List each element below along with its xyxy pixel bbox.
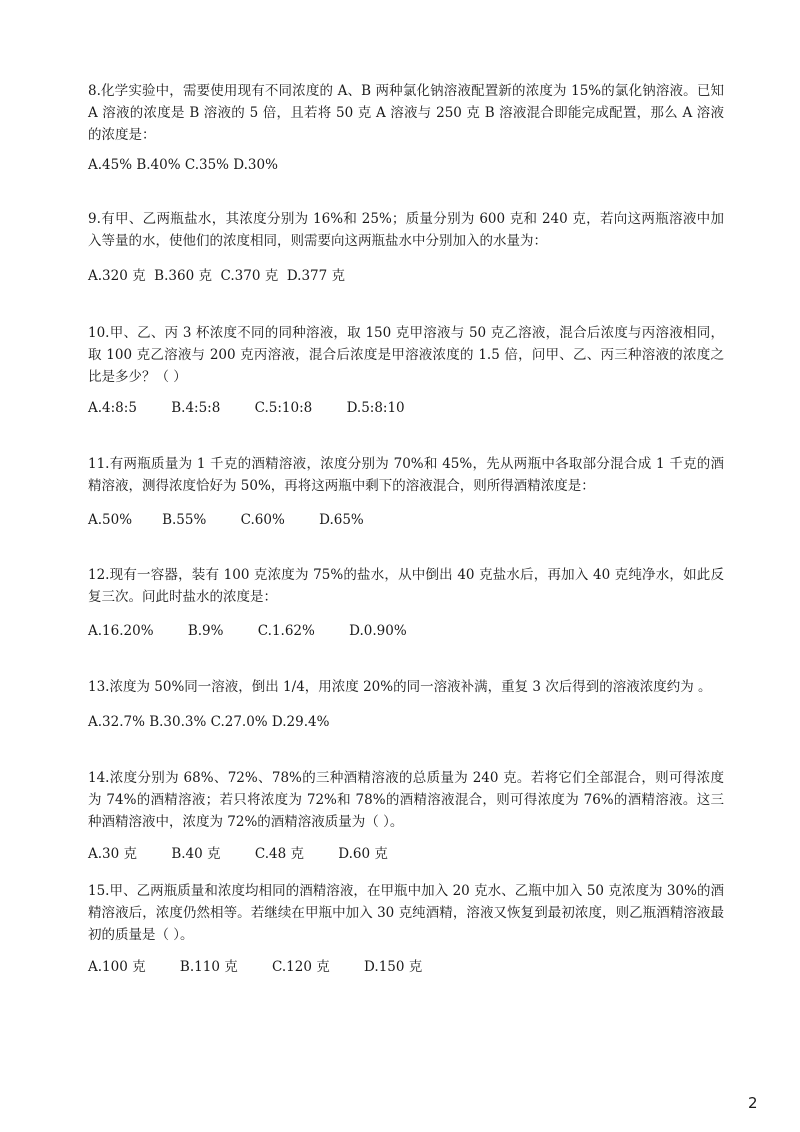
question-15: [88, 880, 724, 946]
question-9-options-row: [88, 266, 724, 286]
page-number: 2: [748, 1094, 758, 1112]
question-12: [88, 564, 724, 608]
question-options: A.100 克 B.110 克 C.120 克 D.150 克: [88, 959, 423, 975]
question-stem: 15.甲、乙两瓶质量和浓度均相同的酒精溶液，在甲瓶中加入 20 克水、乙瓶中加入 50 克浓度为 30%的酒精溶液后，浓度仍然相等。若继续在甲瓶中加入 30 克纯酒精，溶液又恢复到最初浓度，则乙瓶酒精溶液最初的质量是（ ）。: [88, 883, 724, 943]
question-9: [88, 208, 724, 252]
question-10: [88, 322, 724, 388]
question-10-options-row: [88, 398, 724, 418]
question-options: A.50% B.55% C.60% D.65%: [88, 512, 364, 528]
question-8: [88, 80, 724, 146]
question-11: [88, 453, 724, 497]
question-options: A.32.7% B.30.3% C.27.0% D.29.4%: [88, 714, 330, 730]
question-15-options-row: [88, 957, 724, 977]
question-stem: 9.有甲、乙两瓶盐水，其浓度分别为 16%和 25%；质量分别为 600 克和 240 克，若向这两瓶溶液中加入等量的水，使他们的浓度相同，则需要向这两瓶盐水中分别加入的水量为：: [88, 211, 724, 249]
question-stem: 11.有两瓶质量为 1 千克的酒精溶液，浓度分别为 70%和 45%，先从两瓶中各取部分混合成 1 千克的酒精溶液，测得浓度恰好为 50%，再将这两瓶中剩下的溶液混合，则所得酒精浓度是：: [88, 456, 724, 494]
question-8-options-row: [88, 155, 724, 175]
question-13-options-row: [88, 712, 724, 732]
question-14-options-row: [88, 844, 724, 864]
question-options: A.320 克 B.360 克 C.370 克 D.377 克: [88, 268, 346, 284]
question-options: A.4:8:5 B.4:5:8 C.5:10:8 D.5:8:10: [88, 400, 405, 416]
question-options: A.16.20% B.9% C.1.62% D.0.90%: [88, 623, 407, 639]
question-options: A.45% B.40% C.35% D.30%: [88, 157, 278, 173]
question-stem: 10.甲、乙、丙 3 杯浓度不同的同种溶液，取 150 克甲溶液与 50 克乙溶液，混合后浓度与丙溶液相同，取 100 克乙溶液与 200 克丙溶液，混合后浓度是甲溶液浓度的 1.5 倍，问甲、乙、丙三种溶液的浓度之比是多少？（ ）: [88, 325, 724, 385]
question-11-options-row: [88, 510, 724, 530]
question-stem: 8.化学实验中，需要使用现有不同浓度的 A、B 两种氯化钠溶液配置新的浓度为 15%的氯化钠溶液。已知 A 溶液的浓度是 B 溶液的 5 倍，且若将 50 克 A 溶液与 250 克 B 溶液混合即能完成配置，那么 A 溶液的浓度是：: [88, 83, 724, 143]
question-13: [88, 676, 724, 698]
question-12-options-row: [88, 621, 724, 641]
question-options: A.30 克 B.40 克 C.48 克 D.60 克: [88, 846, 388, 862]
question-stem: 12.现有一容器，装有 100 克浓度为 75%的盐水，从中倒出 40 克盐水后，再加入 40 克纯净水，如此反复三次。问此时盐水的浓度是：: [88, 567, 724, 605]
question-14: [88, 767, 724, 833]
question-stem: 14.浓度分别为 68%、72%、78%的三种酒精溶液的总质量为 240 克。若将它们全部混合，则可得浓度为 74%的酒精溶液；若只将浓度为 72%和 78%的酒精溶液混合，则可得浓度为 76%的酒精溶液。这三种酒精溶液中，浓度为 72%的酒精溶液质量为（ ）。: [88, 770, 724, 830]
question-stem: 13.浓度为 50%同一溶液，倒出 1/4，用浓度 20%的同一溶液补满，重复 3 次后得到的溶液浓度约为 。: [88, 679, 712, 695]
